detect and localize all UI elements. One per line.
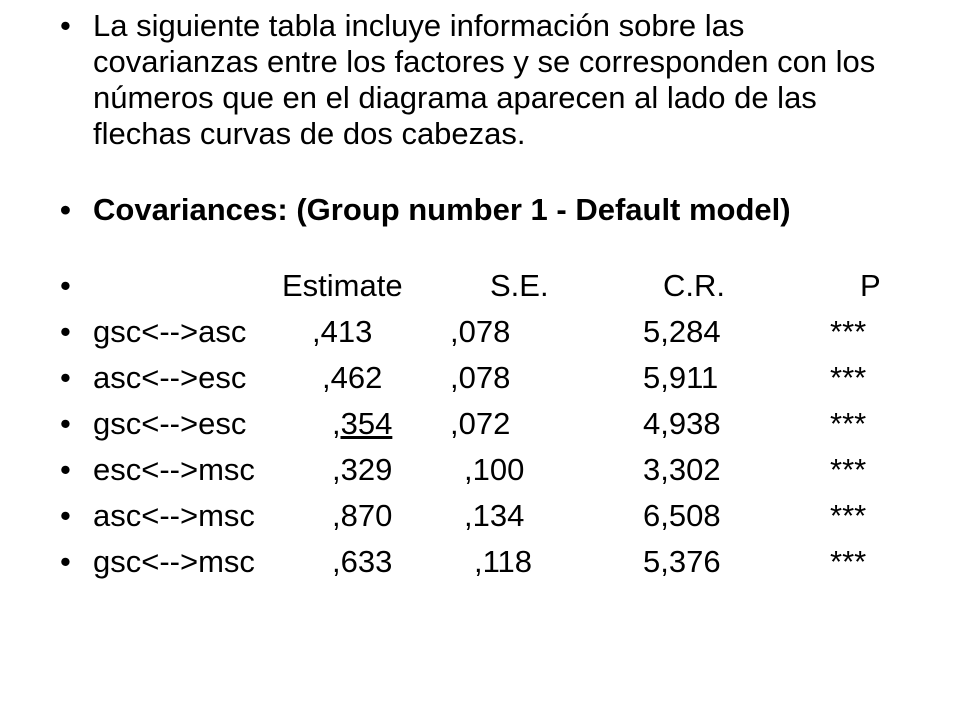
bullet-dot: • <box>60 314 71 349</box>
table-heading: Covariances: (Group number 1 - Default model) <box>93 192 791 227</box>
column-header-se: S.E. <box>490 268 549 303</box>
estimate-cell: ,633 <box>332 544 393 579</box>
p-cell: *** <box>830 452 867 487</box>
estimate-cell: ,413 <box>312 314 373 349</box>
bullet-dot: • <box>60 192 71 227</box>
bullet-dot: • <box>60 360 71 395</box>
column-header-cr: C.R. <box>663 268 725 303</box>
column-header-estimate: Estimate <box>282 268 403 303</box>
intro-text: La siguiente tabla incluye información sobre las covarianzas entre los factores y se corresponden con los números que en el diagrama aparecen al lado de las flechas curvas de dos cabezas. <box>93 8 876 151</box>
bullet-dot: • <box>60 268 71 303</box>
heading-bullet <box>60 192 900 228</box>
row-label: asc<-->esc <box>93 360 247 395</box>
bullet-dot: • <box>60 452 71 487</box>
se-cell: ,134 <box>464 498 525 533</box>
se-cell: ,100 <box>464 452 525 487</box>
se-cell: ,072 <box>450 406 511 441</box>
row-label: esc<-->msc <box>93 452 255 487</box>
row-label: asc<-->msc <box>93 498 255 533</box>
estimate-cell: ,329 <box>332 452 393 487</box>
cr-cell: 5,284 <box>643 314 721 349</box>
estimate-cell: ,870 <box>332 498 393 533</box>
p-cell: *** <box>830 314 867 349</box>
p-cell: *** <box>830 406 867 441</box>
p-cell: *** <box>830 498 867 533</box>
p-cell: *** <box>830 544 867 579</box>
cr-cell: 3,302 <box>643 452 721 487</box>
cr-cell: 5,911 <box>643 360 719 395</box>
row-label: gsc<-->esc <box>93 406 247 441</box>
cr-cell: 5,376 <box>643 544 721 579</box>
estimate-cell: ,354 <box>332 406 393 441</box>
se-cell: ,078 <box>450 360 511 395</box>
bullet-dot: • <box>60 498 71 533</box>
row-label: gsc<-->asc <box>93 314 247 349</box>
intro-bullet <box>60 8 900 152</box>
se-cell: ,078 <box>450 314 511 349</box>
row-label: gsc<-->msc <box>93 544 255 579</box>
bullet-dot: • <box>60 544 71 579</box>
estimate-cell: ,462 <box>322 360 383 395</box>
p-cell: *** <box>830 360 867 395</box>
se-cell: ,118 <box>474 544 533 579</box>
bullet-dot: • <box>60 406 71 441</box>
bullet-dot: • <box>60 8 71 43</box>
column-header-p: P <box>860 268 881 303</box>
cr-cell: 6,508 <box>643 498 721 533</box>
cr-cell: 4,938 <box>643 406 721 441</box>
